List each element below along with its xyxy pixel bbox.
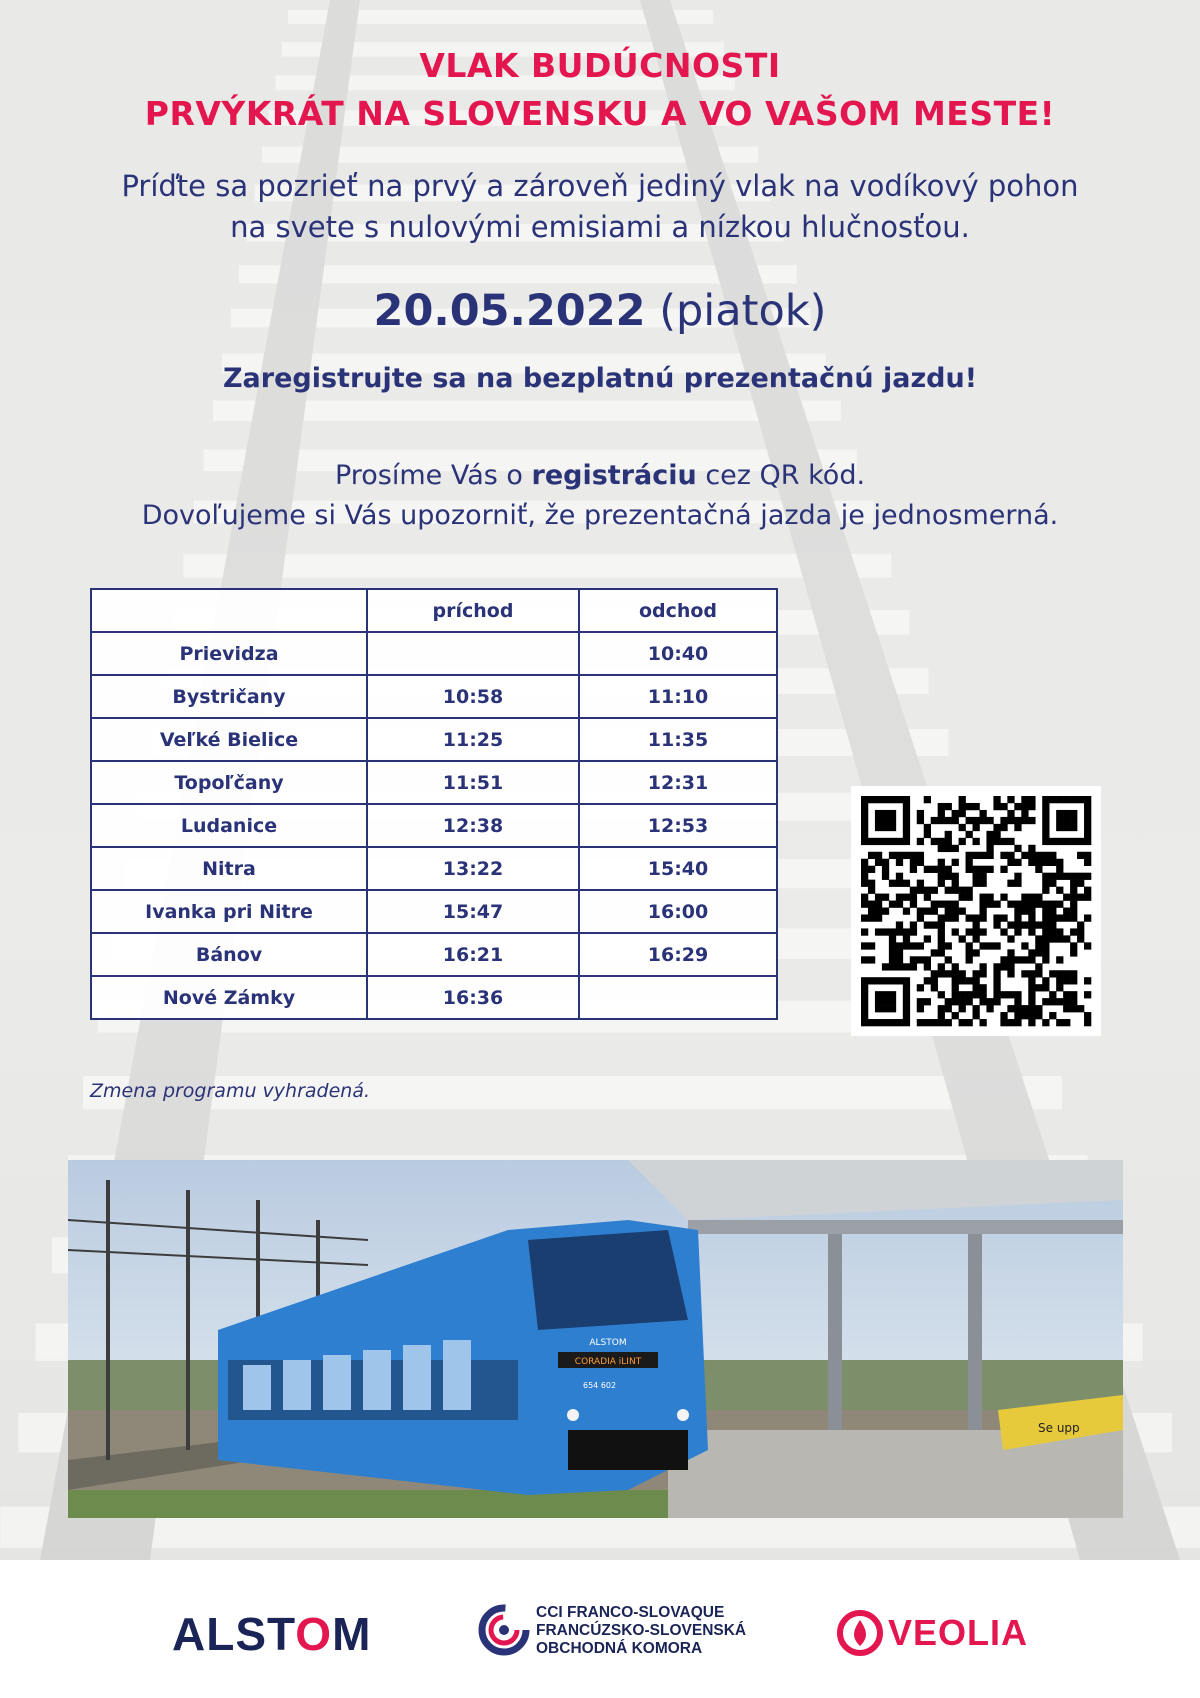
header-arrival: príchod bbox=[367, 589, 579, 632]
arrival-time: 12:38 bbox=[367, 804, 579, 847]
alstom-logo-text-a: ALST bbox=[172, 1608, 296, 1660]
instructions-after: cez QR kód. bbox=[696, 460, 866, 491]
station-name: Topoľčany bbox=[91, 761, 367, 804]
platform-sign-text: Se upp bbox=[1038, 1421, 1080, 1435]
alstom-logo bbox=[172, 1607, 371, 1661]
schedule-row bbox=[91, 890, 777, 933]
cci-line-2: FRANCÚZSKO-SLOVENSKÁ bbox=[536, 1622, 747, 1639]
cci-logo-icon bbox=[478, 1604, 530, 1660]
station-name: Nové Zámky bbox=[91, 976, 367, 1019]
station-name: Bystričany bbox=[91, 675, 367, 718]
station-name: Veľké Bielice bbox=[91, 718, 367, 761]
headline-line-1: VLAK BUDÚCNOSTI bbox=[419, 46, 781, 85]
instructions bbox=[0, 456, 1200, 536]
program-change-note: Zmena programu vyhradená. bbox=[90, 1080, 370, 1102]
arrival-time: 11:25 bbox=[367, 718, 579, 761]
departure-time bbox=[579, 976, 777, 1019]
instructions-line-1 bbox=[0, 456, 1200, 496]
schedule-row bbox=[91, 761, 777, 804]
veolia-logo-text: VEOLIA bbox=[888, 1612, 1029, 1653]
arrival-time: 11:51 bbox=[367, 761, 579, 804]
intro-line-1: Príďte sa pozrieť na prvý a zároveň jediný vlak na vodíkový pohon bbox=[121, 169, 1079, 203]
schedule-row bbox=[91, 933, 777, 976]
train-photo bbox=[68, 1160, 1123, 1518]
arrival-time: 16:21 bbox=[367, 933, 579, 976]
train-brand-text: ALSTOM bbox=[589, 1338, 627, 1348]
departure-time: 16:00 bbox=[579, 890, 777, 933]
intro-line-2: na svete s nulovými emisiami a nízkou hlučnosťou. bbox=[230, 210, 970, 244]
arrival-time: 15:47 bbox=[367, 890, 579, 933]
arrival-time: 13:22 bbox=[367, 847, 579, 890]
departure-time: 12:31 bbox=[579, 761, 777, 804]
alstom-logo-o: O bbox=[295, 1608, 333, 1660]
station-name: Bánov bbox=[91, 933, 367, 976]
instructions-line-2: Dovoľujeme si Vás upozorniť, že prezentačná jazda je jednosmerná. bbox=[141, 500, 1059, 531]
train-destination-display: CORADIA iLINT bbox=[574, 1357, 642, 1367]
station-name: Ludanice bbox=[91, 804, 367, 847]
arrival-time: 16:36 bbox=[367, 976, 579, 1019]
cci-logo-text bbox=[536, 1604, 746, 1658]
alstom-logo-text-b: M bbox=[332, 1608, 372, 1660]
station-name: Nitra bbox=[91, 847, 367, 890]
departure-time: 12:53 bbox=[579, 804, 777, 847]
register-cta: Zaregistrujte sa na bezplatnú prezentačnú jazdu! bbox=[222, 363, 978, 394]
station-name: Prievidza bbox=[91, 632, 367, 675]
schedule-row bbox=[91, 718, 777, 761]
schedule-header-row bbox=[91, 589, 777, 632]
header-station bbox=[91, 589, 367, 632]
registration-qr-code[interactable] bbox=[851, 786, 1101, 1036]
arrival-time: 10:58 bbox=[367, 675, 579, 718]
schedule-table bbox=[90, 588, 778, 1020]
arrival-time bbox=[367, 632, 579, 675]
instructions-before: Prosíme Vás o bbox=[334, 460, 532, 491]
schedule-row bbox=[91, 976, 777, 1019]
schedule-row bbox=[91, 632, 777, 675]
headline bbox=[0, 42, 1200, 138]
station-name: Ivanka pri Nitre bbox=[91, 890, 367, 933]
event-day: (piatok) bbox=[659, 286, 827, 336]
veolia-logo-icon bbox=[835, 1608, 885, 1662]
instructions-bold: registráciu bbox=[531, 460, 697, 491]
departure-time: 11:10 bbox=[579, 675, 777, 718]
cci-line-1: CCI FRANCO-SLOVAQUE bbox=[536, 1604, 725, 1621]
departure-time: 15:40 bbox=[579, 847, 777, 890]
departure-time: 16:29 bbox=[579, 933, 777, 976]
train-unit-number: 654 602 bbox=[583, 1381, 617, 1390]
departure-time: 11:35 bbox=[579, 718, 777, 761]
event-date-value: 20.05.2022 bbox=[373, 286, 646, 336]
schedule-row bbox=[91, 804, 777, 847]
cci-line-3: OBCHODNÁ KOMORA bbox=[536, 1640, 703, 1657]
departure-time: 10:40 bbox=[579, 632, 777, 675]
intro-text bbox=[0, 166, 1200, 248]
schedule-row bbox=[91, 675, 777, 718]
schedule-row bbox=[91, 847, 777, 890]
headline-line-2: PRVÝKRÁT NA SLOVENSKU A VO VAŠOM MESTE! bbox=[144, 94, 1056, 133]
header-departure: odchod bbox=[579, 589, 777, 632]
event-date bbox=[0, 282, 1200, 340]
